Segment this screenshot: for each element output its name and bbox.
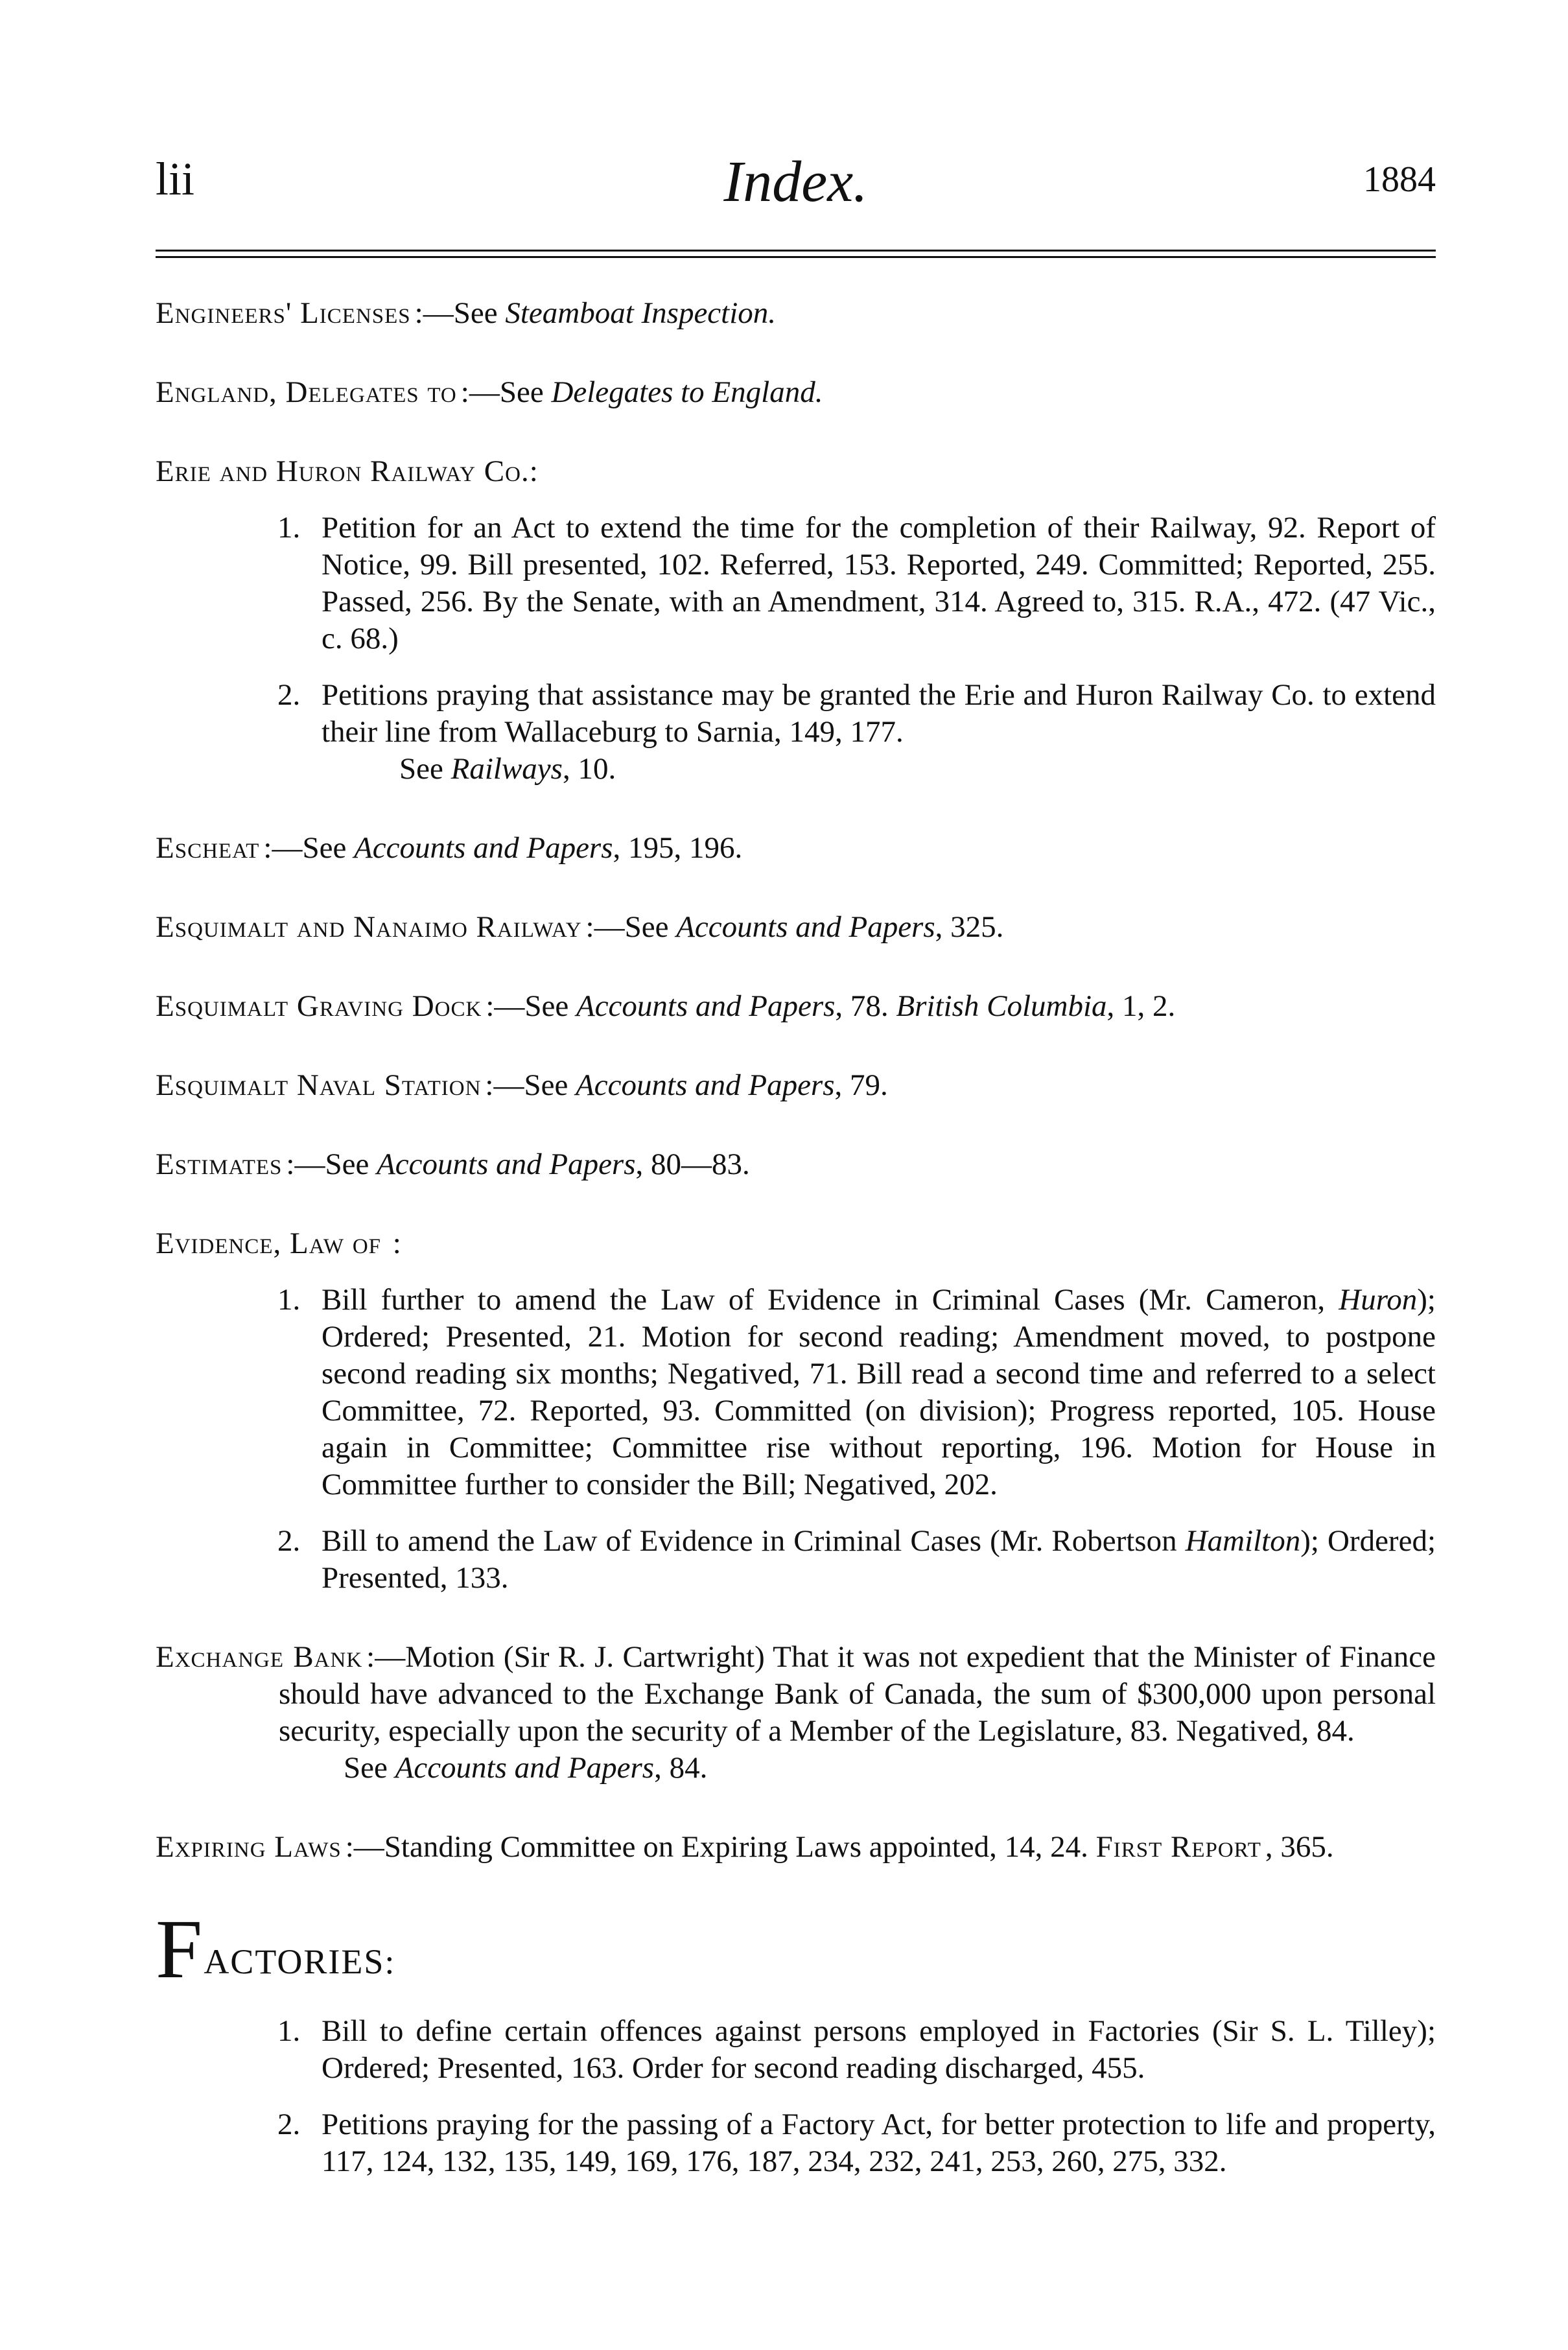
- heading-colon: :: [385, 1227, 401, 1260]
- item-number: 2.: [277, 2108, 301, 2141]
- entry-evidence-law: [156, 1225, 1436, 1262]
- index-body: [156, 295, 1436, 2200]
- see-lead: :—See: [263, 831, 355, 865]
- entry-exchange-bank: [156, 1639, 1436, 1787]
- see-lead: See: [344, 1751, 395, 1785]
- entry-heading: Escheat: [156, 831, 260, 865]
- page-number: lii: [156, 153, 195, 205]
- entry-text: :—Standing Committee on Expiring Laws appointed, 14, 24.: [345, 1830, 1096, 1864]
- cross-reference: Delegates to England.: [551, 375, 823, 409]
- entry-esquimalt-nanaimo-railway: [156, 909, 1436, 946]
- cross-reference: Accounts and Papers: [377, 1147, 636, 1181]
- item-number: 2.: [277, 1524, 301, 1558]
- item-italic: Hamilton: [1185, 1524, 1301, 1558]
- see-lead: See: [399, 752, 451, 786]
- item-text: Petitions praying for the passing of a Factory Act, for better protection to life and property, 117, 124, 132, 135, 149, 169, 176, 187, 234, 232, 241, 253, 260, 275, 332.: [322, 2108, 1436, 2178]
- cross-reference: Accounts and Papers: [354, 831, 613, 865]
- entry-heading: Erie and Huron Railway Co.:: [156, 454, 539, 488]
- subentry-item: [277, 2013, 1436, 2087]
- drop-letter: F: [156, 1903, 203, 1996]
- cross-reference: Accounts and Papers: [576, 1068, 835, 1102]
- see-also-line: [279, 1750, 1436, 1787]
- entry-england-delegates: [156, 374, 1436, 411]
- item-italic: Huron: [1339, 1283, 1418, 1317]
- item-number: 2.: [277, 678, 301, 712]
- page-year: 1884: [1363, 159, 1436, 200]
- entry-estimates: [156, 1146, 1436, 1183]
- factories-subentries: [156, 2013, 1436, 2180]
- entry-heading: Exchange Bank: [156, 1640, 363, 1674]
- entry-erie-huron-railway: [156, 453, 1436, 490]
- see-lead: :—See: [286, 1147, 377, 1181]
- report-heading: First Report: [1095, 1830, 1261, 1864]
- section-heading-factories: [156, 1903, 1436, 1996]
- entry-heading: Esquimalt and Nanaimo Railway: [156, 910, 582, 944]
- entry-heading: Evidence, Law of: [156, 1227, 381, 1260]
- entry-heading: Esquimalt Naval Station: [156, 1068, 482, 1102]
- item-number: 1.: [277, 2014, 301, 2048]
- see-page: , 10.: [562, 752, 616, 786]
- cross-reference-2: British Columbia: [896, 989, 1107, 1023]
- page-refs: , 78.: [835, 989, 896, 1023]
- running-head: [156, 150, 1436, 214]
- report-page: , 365.: [1265, 1830, 1334, 1864]
- cross-reference: Accounts and Papers: [576, 989, 836, 1023]
- item-text: Petitions praying that assistance may be granted the Erie and Huron Railway Co. to extend their line from Wallaceburg to Sarnia, 149, 177.: [322, 678, 1436, 749]
- header-rule-top: [156, 250, 1436, 252]
- cross-reference: Steamboat Inspection.: [505, 296, 777, 330]
- entry-heading: Expiring Laws: [156, 1830, 342, 1864]
- item-text: Petition for an Act to extend the time for the completion of their Railway, 92. Report of Notice, 99. Bill presented, 102. Referred, 153. Reported, 249. Committed; Reported, 255. Passed, 256. By the Senate, with an Amendment, 314. Agreed to, 315. R.A., 472. (47 Vic., c. 68.): [322, 511, 1436, 655]
- item-text: Bill to amend the Law of Evidence in Criminal Cases (Mr. Robertson: [322, 1524, 1186, 1558]
- item-text-cont: ); Ordered; Presented, 21. Motion for second reading; Amendment moved, to postpone second reading six months; Negatived, 71. Bill read a second time and referred to a select Committee, 72. Reported, 93. Committed (on division); Progress reported, 105. House again in Committee; Committee rise without reporting, 196. Motion for House in Committee further to consider the Bill; Negatived, 202.: [322, 1283, 1436, 1501]
- entry-esquimalt-naval-station: [156, 1067, 1436, 1104]
- item-text: Bill further to amend the Law of Evidence in Criminal Cases (Mr. Cameron,: [322, 1283, 1339, 1317]
- see-lead: :—See: [414, 296, 506, 330]
- see-lead: :—See: [485, 1068, 576, 1102]
- entry-text: :—Motion (Sir R. J. Cartwright) That it was not expedient that the Minister of Finance should have advanced to the Exchange Bank of Canada, the sum of $300,000 upon personal security, especially upon the security of a Member of the Legislature, 83. Negatived, 84.: [279, 1640, 1436, 1748]
- entry-heading: Esquimalt Graving Dock: [156, 989, 482, 1023]
- subentry-item: [277, 677, 1436, 788]
- see-lead: :—See: [460, 375, 552, 409]
- see-page: , 84.: [654, 1751, 708, 1785]
- see-lead: :—See: [486, 989, 576, 1023]
- page-refs: , 325.: [935, 910, 1004, 944]
- entry-heading: Engineers' Licenses: [156, 296, 411, 330]
- page-refs: , 79.: [834, 1068, 888, 1102]
- entry-engineers-licenses: [156, 295, 1436, 332]
- evidence-subentries: [156, 1282, 1436, 1597]
- page-refs-2: , 1, 2.: [1106, 989, 1176, 1023]
- item-number: 1.: [277, 1283, 301, 1317]
- see-lead: :—See: [585, 910, 677, 944]
- cross-reference: Accounts and Papers: [676, 910, 935, 944]
- see-also-line: [322, 751, 1436, 788]
- subentry-item: [277, 2106, 1436, 2180]
- item-number: 1.: [277, 511, 301, 545]
- cross-reference: Accounts and Papers: [395, 1751, 655, 1785]
- entry-esquimalt-graving-dock: [156, 988, 1436, 1025]
- item-text-cont: ); Ordered; Presented, 133.: [322, 1524, 1436, 1595]
- page-refs: , 195, 196.: [613, 831, 743, 865]
- entry-heading: Estimates: [156, 1147, 283, 1181]
- entry-expiring-laws: [156, 1829, 1436, 1866]
- cross-reference: Railways: [451, 752, 563, 786]
- header-rule-bottom: [156, 256, 1436, 258]
- section-heading-rest: ACTORIES:: [204, 1942, 396, 1981]
- erie-subentries: [156, 510, 1436, 788]
- subentry-item: [277, 1523, 1436, 1597]
- subentry-item: [277, 1282, 1436, 1503]
- page-refs: , 80—83.: [635, 1147, 750, 1181]
- item-text: Bill to define certain offences against persons employed in Factories (Sir S. L. Tilley); Ordered; Presented, 163. Order for second reading discharged, 455.: [322, 2014, 1436, 2085]
- entry-escheat: [156, 830, 1436, 867]
- entry-heading: England, Delegates to: [156, 375, 457, 409]
- page-title: Index.: [723, 150, 868, 214]
- subentry-item: [277, 510, 1436, 657]
